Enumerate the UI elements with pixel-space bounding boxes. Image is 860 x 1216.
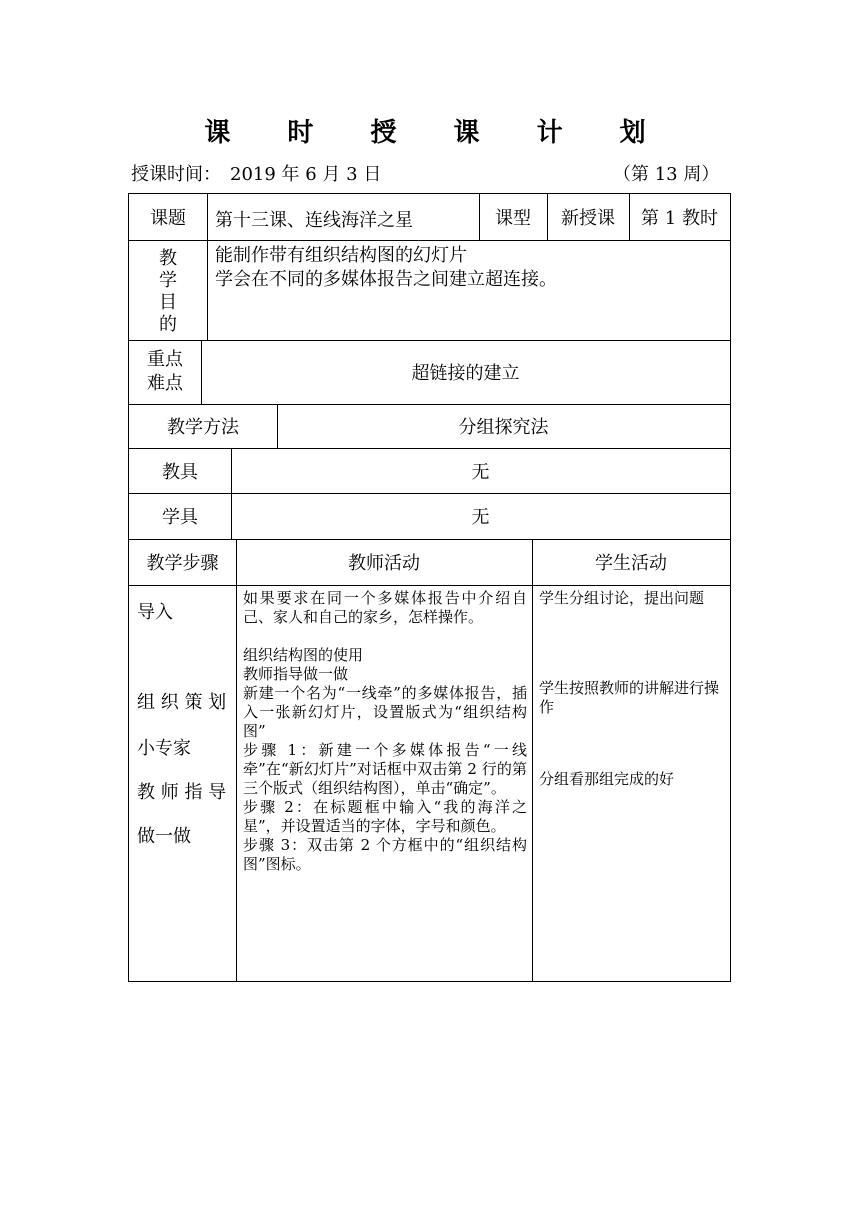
teacher-activity-header: 教师活动 [348, 553, 420, 574]
lesson-date: 授课时间： 2019 年 6 月 3 日 [131, 164, 382, 185]
step-item: 教 师 指 导 [137, 782, 227, 803]
teacher-activity-text: 如果要求在同一个多媒体报告中介绍自己、家人和自己的家乡，怎样操作。 组织结构图的使用 教师指导做一做 新建一个名为“一线牵”的多媒体报告，插入一张新幻灯片，设置版式为“组织结构图” 步骤 1：新建一个多媒体报告“一线牵”在“新幻灯片”对话框中双击第 2 行的第三个版式（组织结构图），单击“确定”。 步骤 2：在标题框中输入“我的海洋之星”，并设置适当的字体，字号和颜色。 步骤 3：双击第 2 个方框中的“组织结构图”图标。 [243, 589, 527, 873]
method-label: 教学方法 [167, 417, 239, 438]
type-label: 课型 [495, 208, 531, 229]
steps-header: 教学步骤 [146, 553, 219, 574]
teaching-tools-label: 教具 [162, 461, 198, 483]
step-item: 做一做 [137, 826, 191, 847]
topic-label: 课题 [150, 208, 186, 229]
student-activity-item: 分组看那组完成的好 [539, 770, 675, 788]
keypoints-label: 重点 难点 [147, 349, 183, 394]
student-tools-label: 学具 [162, 507, 198, 528]
step-item: 小专家 [137, 738, 191, 759]
step-item: 组 织 策 划 [137, 692, 227, 713]
objectives-label: 教 学 目 的 [159, 248, 177, 335]
student-activity-header: 学生活动 [595, 553, 667, 574]
lesson-topic: 第十三课、连线海洋之星 [215, 210, 413, 231]
page-title: 课 时 授 课 计 划 [204, 118, 670, 148]
week-number: （第 13 周） [613, 164, 720, 185]
step-item: 导入 [137, 602, 173, 623]
objectives-text: 能制作带有组织结构图的幻灯片 学会在不同的多媒体报告之间建立超连接。 [215, 245, 557, 290]
method-text: 分组探究法 [458, 417, 549, 438]
student-tools-value: 无 [471, 507, 490, 528]
student-activity-item: 学生按照教师的讲解进行操作 [539, 679, 720, 716]
teaching-tools-value: 无 [471, 461, 490, 483]
lesson-type: 新授课 [561, 208, 615, 229]
lesson-plan-table [128, 193, 731, 982]
lesson-period: 第 1 教时 [641, 208, 718, 229]
keypoints-text: 超链接的建立 [411, 363, 520, 384]
student-activity-item: 学生分组讨论，提出问题 [539, 589, 705, 607]
